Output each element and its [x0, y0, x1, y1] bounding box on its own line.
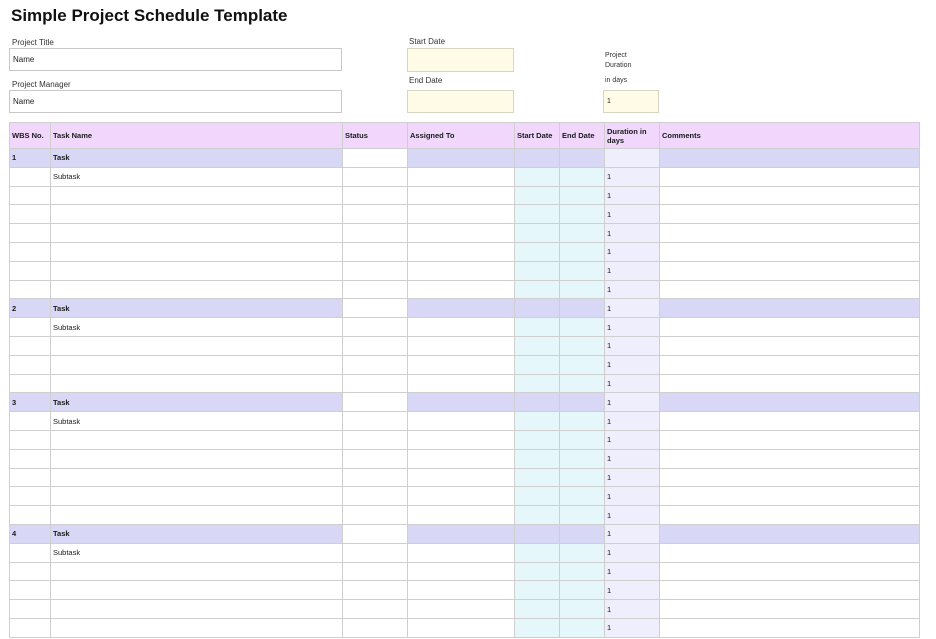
subtask-end-date-cell[interactable] [560, 581, 605, 600]
column-header-assigned-to: Assigned To [408, 123, 515, 149]
subtask-assigned-to-cell[interactable] [408, 224, 515, 243]
subtask-task-name-cell[interactable] [51, 449, 343, 468]
subtask-start-date-cell[interactable] [515, 430, 560, 449]
subtask-duration-cell[interactable]: 1 [605, 468, 660, 487]
subtask-start-date-cell[interactable] [515, 506, 560, 525]
subtask-start-date-cell[interactable] [515, 543, 560, 562]
subtask-duration-cell[interactable]: 1 [605, 562, 660, 581]
subtask-task-name-cell[interactable] [51, 186, 343, 205]
subtask-status-cell[interactable] [343, 487, 408, 506]
subtask-comments-cell[interactable] [660, 261, 920, 280]
subtask-row [10, 562, 920, 581]
subtask-end-date-cell[interactable] [560, 355, 605, 374]
subtask-row [10, 261, 920, 280]
subtask-assigned-to-cell[interactable] [408, 430, 515, 449]
subtask-assigned-to-cell[interactable] [408, 618, 515, 637]
subtask-assigned-to-cell[interactable] [408, 449, 515, 468]
subtask-status-cell[interactable] [343, 186, 408, 205]
subtask-assigned-to-cell[interactable] [408, 318, 515, 337]
subtask-status-cell[interactable] [343, 468, 408, 487]
subtask-task-name-cell[interactable] [51, 600, 343, 619]
subtask-wbs-cell[interactable] [10, 224, 51, 243]
subtask-start-date-cell[interactable] [515, 618, 560, 637]
subtask-status-cell[interactable] [343, 618, 408, 637]
subtask-start-date-cell[interactable] [515, 261, 560, 280]
task-start-date-cell[interactable] [515, 299, 560, 318]
project-duration-field[interactable]: 1 [603, 90, 659, 113]
end-date-label: End Date [409, 76, 443, 85]
subtask-duration-cell[interactable]: 1 [605, 618, 660, 637]
subtask-start-date-cell[interactable] [515, 167, 560, 186]
subtask-end-date-cell[interactable] [560, 374, 605, 393]
subtask-wbs-cell[interactable] [10, 506, 51, 525]
subtask-row [10, 468, 920, 487]
task-end-date-cell[interactable] [560, 393, 605, 412]
subtask-duration-cell[interactable]: 1 [605, 506, 660, 525]
subtask-start-date-cell[interactable] [515, 355, 560, 374]
task-duration-cell[interactable] [605, 149, 660, 168]
task-start-date-cell[interactable] [515, 524, 560, 543]
subtask-duration-cell[interactable]: 1 [605, 167, 660, 186]
subtask-assigned-to-cell[interactable] [408, 506, 515, 525]
subtask-assigned-to-cell[interactable] [408, 167, 515, 186]
subtask-wbs-cell[interactable] [10, 412, 51, 431]
subtask-start-date-cell[interactable] [515, 449, 560, 468]
subtask-wbs-cell[interactable] [10, 543, 51, 562]
subtask-assigned-to-cell[interactable] [408, 374, 515, 393]
subtask-end-date-cell[interactable] [560, 412, 605, 431]
subtask-comments-cell[interactable] [660, 167, 920, 186]
subtask-start-date-cell[interactable] [515, 224, 560, 243]
task-task-name-cell[interactable]: Task [51, 149, 343, 168]
subtask-task-name-cell[interactable] [51, 562, 343, 581]
subtask-duration-cell[interactable]: 1 [605, 318, 660, 337]
subtask-row [10, 318, 920, 337]
subtask-end-date-cell[interactable] [560, 224, 605, 243]
subtask-wbs-cell[interactable] [10, 205, 51, 224]
subtask-start-date-cell[interactable] [515, 336, 560, 355]
task-task-name-cell[interactable]: Task [51, 393, 343, 412]
task-end-date-cell[interactable] [560, 149, 605, 168]
subtask-duration-cell[interactable]: 1 [605, 242, 660, 261]
project-manager-field[interactable]: Name [9, 90, 342, 113]
subtask-wbs-cell[interactable] [10, 600, 51, 619]
subtask-status-cell[interactable] [343, 412, 408, 431]
task-comments-cell[interactable] [660, 393, 920, 412]
subtask-status-cell[interactable] [343, 261, 408, 280]
subtask-end-date-cell[interactable] [560, 430, 605, 449]
subtask-comments-cell[interactable] [660, 449, 920, 468]
subtask-status-cell[interactable] [343, 374, 408, 393]
subtask-task-name-cell[interactable]: Subtask [51, 318, 343, 337]
subtask-wbs-cell[interactable] [10, 242, 51, 261]
subtask-status-cell[interactable] [343, 224, 408, 243]
task-end-date-cell[interactable] [560, 524, 605, 543]
subtask-task-name-cell[interactable] [51, 487, 343, 506]
task-task-name-cell[interactable]: Task [51, 524, 343, 543]
subtask-row [10, 412, 920, 431]
subtask-status-cell[interactable] [343, 355, 408, 374]
subtask-duration-cell[interactable]: 1 [605, 449, 660, 468]
subtask-duration-cell[interactable]: 1 [605, 224, 660, 243]
subtask-comments-cell[interactable] [660, 280, 920, 299]
subtask-task-name-cell[interactable] [51, 506, 343, 525]
subtask-assigned-to-cell[interactable] [408, 581, 515, 600]
subtask-row [10, 600, 920, 619]
subtask-comments-cell[interactable] [660, 430, 920, 449]
start-date-field[interactable] [407, 48, 514, 72]
subtask-wbs-cell[interactable] [10, 430, 51, 449]
subtask-wbs-cell[interactable] [10, 355, 51, 374]
task-status-cell[interactable] [343, 393, 408, 412]
subtask-end-date-cell[interactable] [560, 336, 605, 355]
end-date-field[interactable] [407, 90, 514, 113]
subtask-task-name-cell[interactable] [51, 618, 343, 637]
subtask-end-date-cell[interactable] [560, 543, 605, 562]
subtask-comments-cell[interactable] [660, 618, 920, 637]
task-wbs-cell[interactable]: 1 [10, 149, 51, 168]
subtask-end-date-cell[interactable] [560, 318, 605, 337]
page-title: Simple Project Schedule Template [11, 6, 288, 25]
subtask-assigned-to-cell[interactable] [408, 562, 515, 581]
start-date-label: Start Date [409, 37, 446, 46]
subtask-status-cell[interactable] [343, 280, 408, 299]
subtask-comments-cell[interactable] [660, 468, 920, 487]
task-duration-cell[interactable]: 1 [605, 299, 660, 318]
subtask-wbs-cell[interactable] [10, 468, 51, 487]
column-header-task-name: Task Name [51, 123, 343, 149]
task-row [10, 393, 920, 412]
column-header-start-date: Start Date [515, 123, 560, 149]
subtask-row [10, 224, 920, 243]
subtask-row [10, 355, 920, 374]
subtask-task-name-cell[interactable] [51, 336, 343, 355]
subtask-assigned-to-cell[interactable] [408, 468, 515, 487]
subtask-start-date-cell[interactable] [515, 374, 560, 393]
task-wbs-cell[interactable]: 2 [10, 299, 51, 318]
task-assigned-to-cell[interactable] [408, 149, 515, 168]
subtask-assigned-to-cell[interactable] [408, 487, 515, 506]
subtask-comments-cell[interactable] [660, 242, 920, 261]
subtask-end-date-cell[interactable] [560, 468, 605, 487]
subtask-start-date-cell[interactable] [515, 280, 560, 299]
task-status-cell[interactable] [343, 299, 408, 318]
project-manager-label: Project Manager [12, 80, 71, 89]
subtask-end-date-cell[interactable] [560, 280, 605, 299]
subtask-assigned-to-cell[interactable] [408, 336, 515, 355]
table-header-row [10, 123, 920, 149]
subtask-wbs-cell[interactable] [10, 374, 51, 393]
task-row [10, 149, 920, 168]
subtask-status-cell[interactable] [343, 506, 408, 525]
task-duration-cell[interactable]: 1 [605, 524, 660, 543]
subtask-status-cell[interactable] [343, 318, 408, 337]
subtask-wbs-cell[interactable] [10, 581, 51, 600]
subtask-start-date-cell[interactable] [515, 318, 560, 337]
subtask-start-date-cell[interactable] [515, 562, 560, 581]
subtask-wbs-cell[interactable] [10, 487, 51, 506]
task-assigned-to-cell[interactable] [408, 524, 515, 543]
subtask-row [10, 506, 920, 525]
subtask-duration-cell[interactable]: 1 [605, 205, 660, 224]
subtask-wbs-cell[interactable] [10, 336, 51, 355]
subtask-comments-cell[interactable] [660, 186, 920, 205]
task-assigned-to-cell[interactable] [408, 393, 515, 412]
subtask-end-date-cell[interactable] [560, 242, 605, 261]
subtask-status-cell[interactable] [343, 167, 408, 186]
subtask-assigned-to-cell[interactable] [408, 543, 515, 562]
subtask-assigned-to-cell[interactable] [408, 412, 515, 431]
subtask-duration-cell[interactable]: 1 [605, 355, 660, 374]
subtask-task-name-cell[interactable] [51, 355, 343, 374]
subtask-start-date-cell[interactable] [515, 205, 560, 224]
subtask-assigned-to-cell[interactable] [408, 186, 515, 205]
subtask-task-name-cell[interactable] [51, 374, 343, 393]
subtask-wbs-cell[interactable] [10, 562, 51, 581]
subtask-end-date-cell[interactable] [560, 205, 605, 224]
subtask-comments-cell[interactable] [660, 318, 920, 337]
subtask-end-date-cell[interactable] [560, 487, 605, 506]
task-wbs-cell[interactable]: 3 [10, 393, 51, 412]
subtask-duration-cell[interactable]: 1 [605, 261, 660, 280]
subtask-status-cell[interactable] [343, 242, 408, 261]
task-row [10, 299, 920, 318]
subtask-start-date-cell[interactable] [515, 487, 560, 506]
subtask-row [10, 487, 920, 506]
subtask-start-date-cell[interactable] [515, 468, 560, 487]
subtask-start-date-cell[interactable] [515, 581, 560, 600]
subtask-end-date-cell[interactable] [560, 167, 605, 186]
subtask-row [10, 336, 920, 355]
subtask-start-date-cell[interactable] [515, 600, 560, 619]
subtask-row [10, 374, 920, 393]
project-duration-label-line1: Project [605, 52, 627, 59]
subtask-wbs-cell[interactable] [10, 449, 51, 468]
task-duration-cell[interactable]: 1 [605, 393, 660, 412]
subtask-assigned-to-cell[interactable] [408, 600, 515, 619]
subtask-duration-cell[interactable]: 1 [605, 280, 660, 299]
subtask-task-name-cell[interactable]: Subtask [51, 543, 343, 562]
subtask-comments-cell[interactable] [660, 487, 920, 506]
subtask-duration-cell[interactable]: 1 [605, 430, 660, 449]
column-header-wbs: WBS No. [10, 123, 51, 149]
task-row [10, 524, 920, 543]
subtask-comments-cell[interactable] [660, 506, 920, 525]
subtask-end-date-cell[interactable] [560, 186, 605, 205]
schedule-table [9, 122, 920, 638]
subtask-comments-cell[interactable] [660, 336, 920, 355]
subtask-row [10, 449, 920, 468]
subtask-task-name-cell[interactable] [51, 205, 343, 224]
subtask-comments-cell[interactable] [660, 224, 920, 243]
project-title-field[interactable]: Name [9, 48, 342, 71]
subtask-wbs-cell[interactable] [10, 261, 51, 280]
subtask-wbs-cell[interactable] [10, 167, 51, 186]
subtask-comments-cell[interactable] [660, 205, 920, 224]
subtask-status-cell[interactable] [343, 205, 408, 224]
subtask-row [10, 186, 920, 205]
subtask-end-date-cell[interactable] [560, 261, 605, 280]
subtask-assigned-to-cell[interactable] [408, 242, 515, 261]
subtask-task-name-cell[interactable] [51, 280, 343, 299]
subtask-duration-cell[interactable]: 1 [605, 374, 660, 393]
subtask-end-date-cell[interactable] [560, 618, 605, 637]
project-duration-label-line3: in days [605, 77, 628, 84]
subtask-wbs-cell[interactable] [10, 280, 51, 299]
task-comments-cell[interactable] [660, 149, 920, 168]
subtask-status-cell[interactable] [343, 430, 408, 449]
subtask-status-cell[interactable] [343, 336, 408, 355]
subtask-row [10, 618, 920, 637]
subtask-end-date-cell[interactable] [560, 506, 605, 525]
task-status-cell[interactable] [343, 149, 408, 168]
task-start-date-cell[interactable] [515, 149, 560, 168]
subtask-task-name-cell[interactable] [51, 242, 343, 261]
subtask-duration-cell[interactable]: 1 [605, 543, 660, 562]
task-wbs-cell[interactable]: 4 [10, 524, 51, 543]
subtask-wbs-cell[interactable] [10, 186, 51, 205]
subtask-comments-cell[interactable] [660, 355, 920, 374]
subtask-duration-cell[interactable]: 1 [605, 412, 660, 431]
subtask-comments-cell[interactable] [660, 562, 920, 581]
subtask-start-date-cell[interactable] [515, 412, 560, 431]
subtask-status-cell[interactable] [343, 543, 408, 562]
project-duration-label-line2: Duration [605, 62, 632, 69]
subtask-task-name-cell[interactable]: Subtask [51, 412, 343, 431]
subtask-comments-cell[interactable] [660, 543, 920, 562]
subtask-duration-cell[interactable]: 1 [605, 581, 660, 600]
subtask-wbs-cell[interactable] [10, 618, 51, 637]
subtask-row [10, 581, 920, 600]
task-end-date-cell[interactable] [560, 299, 605, 318]
subtask-assigned-to-cell[interactable] [408, 205, 515, 224]
subtask-task-name-cell[interactable] [51, 430, 343, 449]
subtask-start-date-cell[interactable] [515, 242, 560, 261]
task-assigned-to-cell[interactable] [408, 299, 515, 318]
subtask-assigned-to-cell[interactable] [408, 280, 515, 299]
subtask-assigned-to-cell[interactable] [408, 261, 515, 280]
task-start-date-cell[interactable] [515, 393, 560, 412]
task-comments-cell[interactable] [660, 299, 920, 318]
subtask-comments-cell[interactable] [660, 374, 920, 393]
column-header-end-date: End Date [560, 123, 605, 149]
task-comments-cell[interactable] [660, 524, 920, 543]
subtask-row [10, 205, 920, 224]
subtask-task-name-cell[interactable]: Subtask [51, 167, 343, 186]
subtask-end-date-cell[interactable] [560, 562, 605, 581]
subtask-task-name-cell[interactable] [51, 468, 343, 487]
subtask-row [10, 242, 920, 261]
subtask-row [10, 167, 920, 186]
subtask-duration-cell[interactable]: 1 [605, 600, 660, 619]
subtask-task-name-cell[interactable] [51, 224, 343, 243]
subtask-assigned-to-cell[interactable] [408, 355, 515, 374]
task-task-name-cell[interactable]: Task [51, 299, 343, 318]
subtask-start-date-cell[interactable] [515, 186, 560, 205]
subtask-status-cell[interactable] [343, 562, 408, 581]
subtask-comments-cell[interactable] [660, 412, 920, 431]
column-header-duration: Duration in days [605, 123, 660, 149]
subtask-status-cell[interactable] [343, 449, 408, 468]
subtask-status-cell[interactable] [343, 600, 408, 619]
subtask-duration-cell[interactable]: 1 [605, 336, 660, 355]
subtask-end-date-cell[interactable] [560, 600, 605, 619]
subtask-row [10, 543, 920, 562]
project-title-label: Project Title [12, 38, 54, 47]
column-header-comments: Comments [660, 123, 920, 149]
subtask-row [10, 280, 920, 299]
subtask-end-date-cell[interactable] [560, 449, 605, 468]
subtask-duration-cell[interactable]: 1 [605, 186, 660, 205]
subtask-task-name-cell[interactable] [51, 261, 343, 280]
subtask-row [10, 430, 920, 449]
subtask-comments-cell[interactable] [660, 600, 920, 619]
subtask-task-name-cell[interactable] [51, 581, 343, 600]
subtask-duration-cell[interactable]: 1 [605, 487, 660, 506]
subtask-wbs-cell[interactable] [10, 318, 51, 337]
subtask-status-cell[interactable] [343, 581, 408, 600]
subtask-comments-cell[interactable] [660, 581, 920, 600]
task-status-cell[interactable] [343, 524, 408, 543]
column-header-status: Status [343, 123, 408, 149]
